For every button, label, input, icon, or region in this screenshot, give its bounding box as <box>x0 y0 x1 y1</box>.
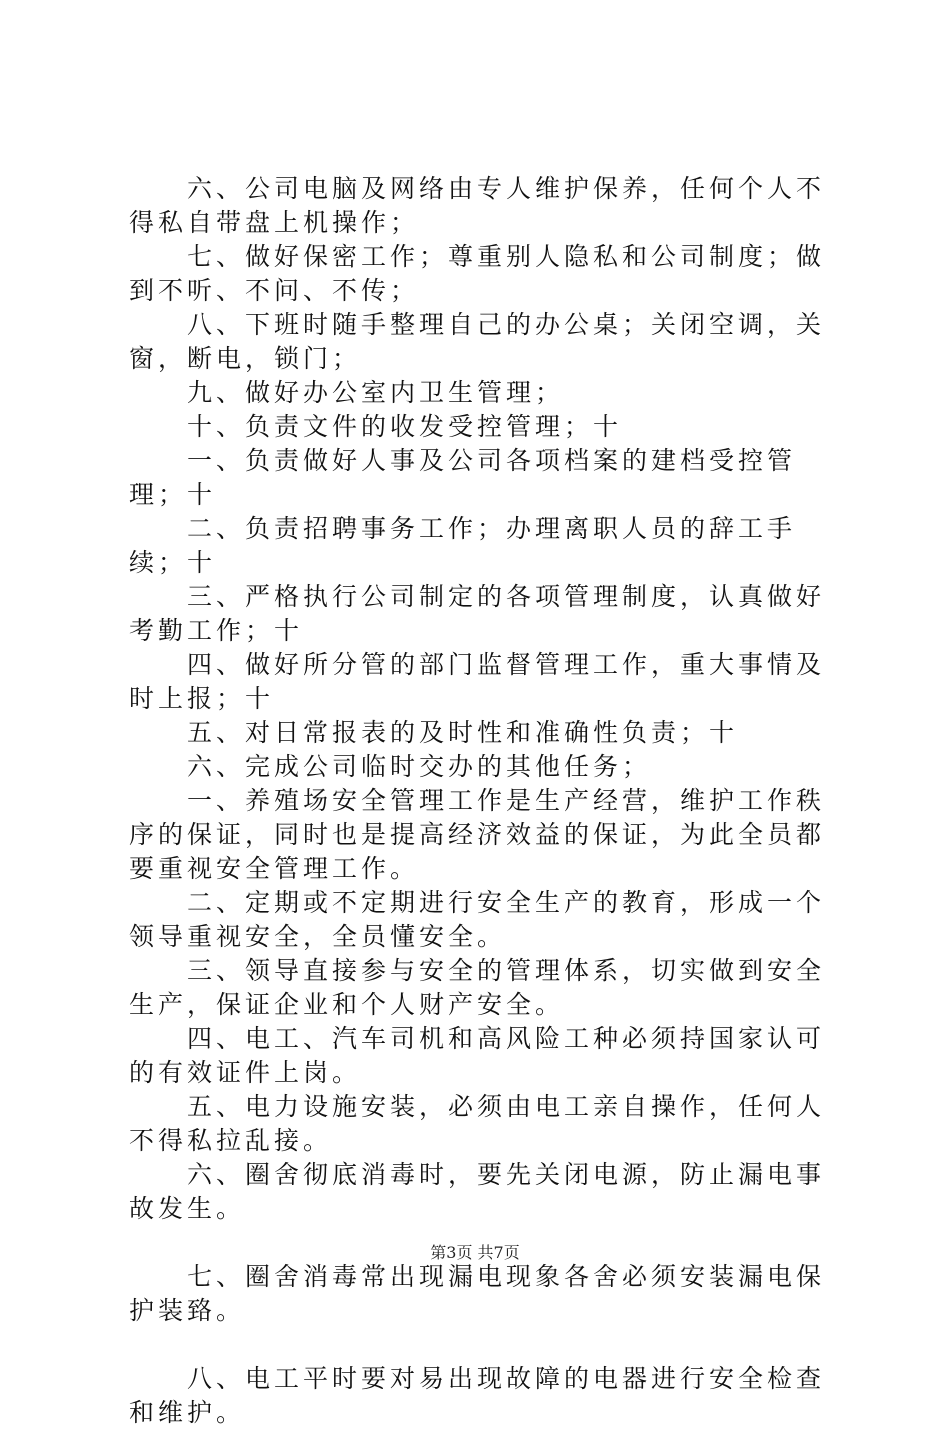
paragraph: 五、电力设施安装，必须由电工亲自操作，任何人不得私拉乱接。 <box>129 1092 826 1155</box>
paragraph: 二、负责招聘事务工作；办理离职人员的辞工手续；十 <box>129 514 797 577</box>
paragraph: 四、做好所分管的部门监督管理工作，重大事情及时上报；十 <box>129 650 826 713</box>
paragraph: 七、圈舍消毒常出现漏电现象各舍必须安装漏电保护装臵。 <box>129 1262 826 1325</box>
paragraph: 七、做好保密工作；尊重别人隐私和公司制度；做到不听、不问、不传； <box>129 242 826 305</box>
paragraph: 一、养殖场安全管理工作是生产经营，维护工作秩序的保证，同时也是提高经济效益的保证，为此全员都要重视安全管理工作。 <box>129 786 826 883</box>
paragraph: 八、下班时随手整理自己的办公桌；关闭空调，关窗，断电，锁门； <box>129 310 826 373</box>
paragraph: 六、完成公司临时交办的其他任务； <box>187 752 652 781</box>
paragraph: 八、电工平时要对易出现故障的电器进行安全检查和维护。 <box>129 1364 826 1427</box>
paragraph: 十、负责文件的收发受控管理；十 <box>187 412 623 441</box>
paragraph: 一、负责做好人事及公司各项档案的建档受控管理；十 <box>129 446 797 509</box>
paragraph: 三、严格执行公司制定的各项管理制度，认真做好考勤工作；十 <box>129 582 826 645</box>
paragraph: 九、做好办公室内卫生管理； <box>187 378 565 407</box>
paragraph: 四、电工、汽车司机和高风险工种必须持国家认可的有效证件上岗。 <box>129 1024 826 1087</box>
page-footer <box>0 1243 950 1263</box>
paragraph: 三、领导直接参与安全的管理体系，切实做到安全生产，保证企业和个人财产安全。 <box>129 956 826 1019</box>
page-indicator: 第3页 共7页 <box>430 1243 520 1262</box>
paragraph: 六、公司电脑及网络由专人维护保养，任何个人不得私自带盘上机操作； <box>129 174 826 237</box>
document-body <box>129 172 841 1430</box>
paragraph: 二、定期或不定期进行安全生产的教育，形成一个领导重视安全，全员懂安全。 <box>129 888 826 951</box>
paragraph: 六、圈舍彻底消毒时，要先关闭电源，防止漏电事故发生。 <box>129 1160 826 1223</box>
paragraph: 五、对日常报表的及时性和准确性负责；十 <box>187 718 739 747</box>
